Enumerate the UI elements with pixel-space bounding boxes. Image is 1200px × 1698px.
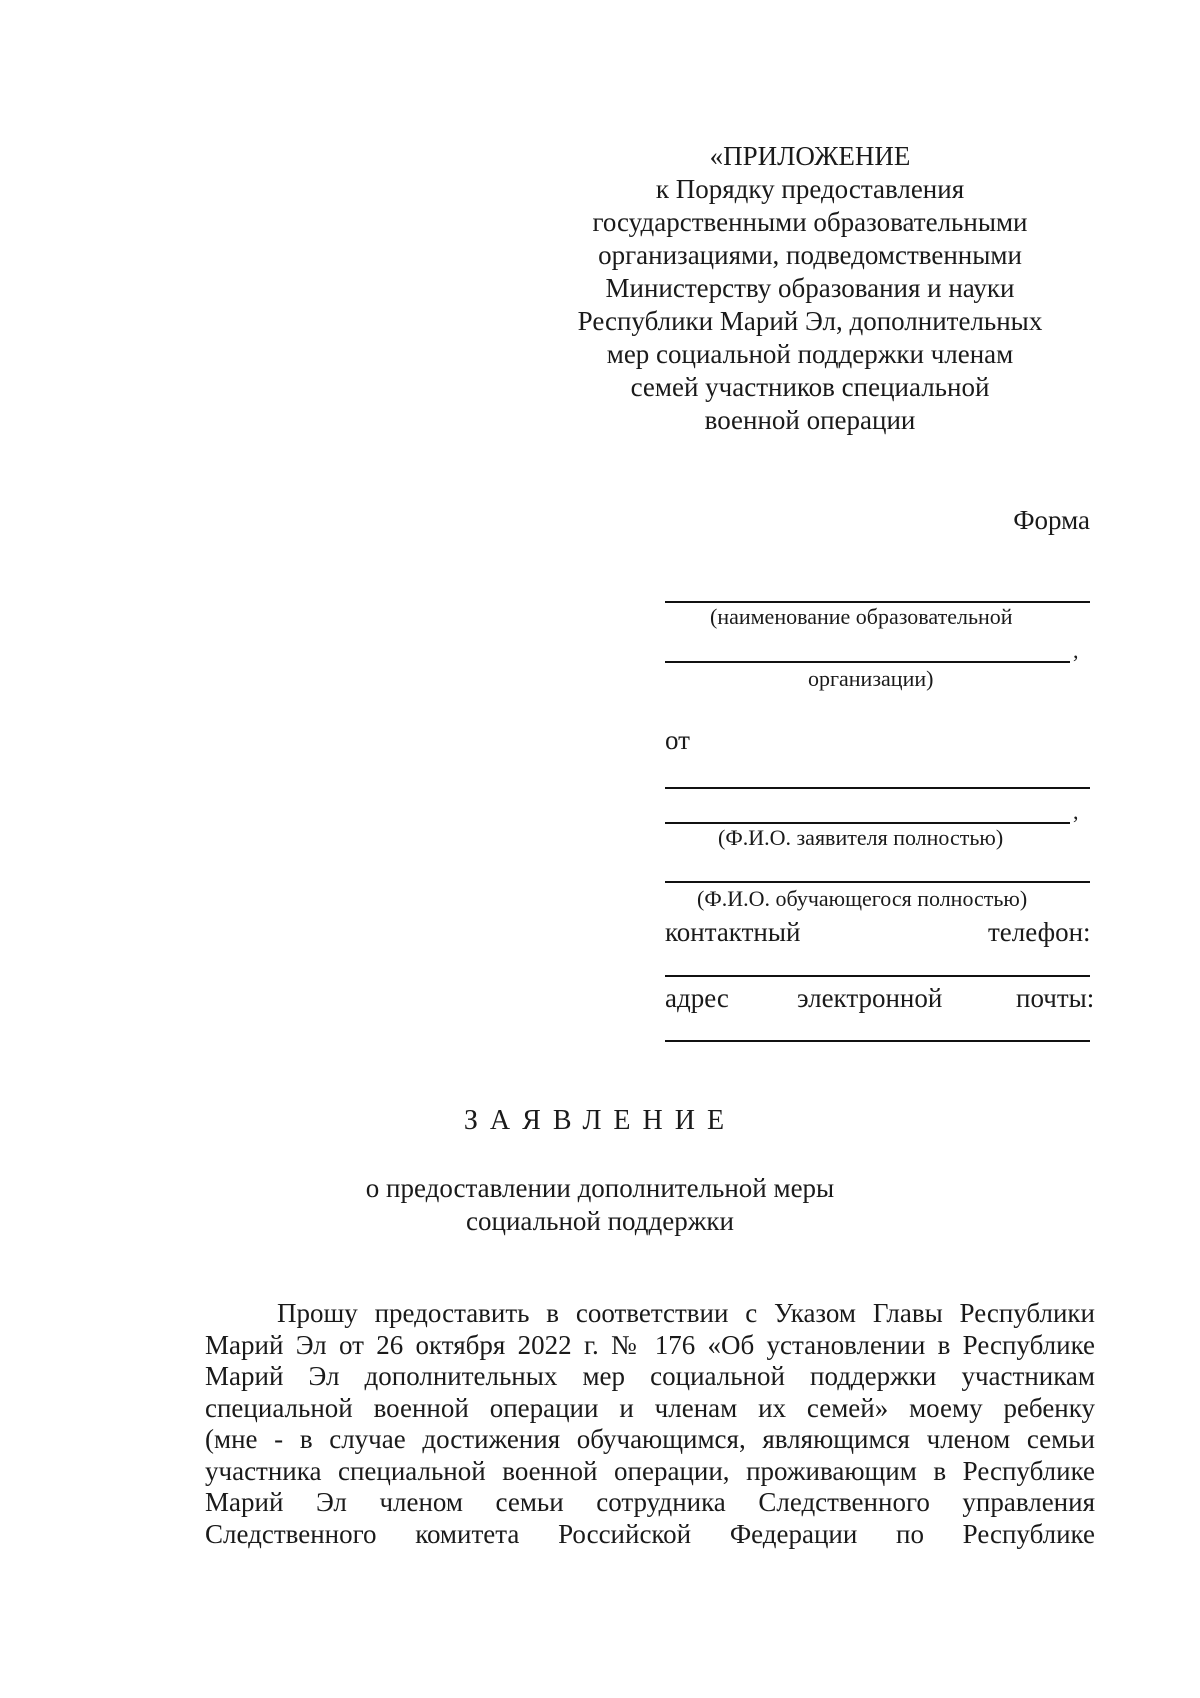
appendix-line: мер социальной поддержки членам (606, 339, 1014, 369)
org-name-comma: , (1073, 638, 1079, 663)
student-caption: (Ф.И.О. обучающегося полностью) (697, 886, 1028, 911)
phone-label-2: телефон: (988, 917, 1091, 947)
appendix-line: организациями, подведомственными (598, 240, 1022, 270)
appendix-line: «ПРИЛОЖЕНИЕ (709, 141, 911, 171)
body-line: Прошу предоставить в соответствии с Указом Главы Республики (277, 1298, 1095, 1328)
appendix-line: Республики Марий Эл, дополнительных (577, 306, 1043, 336)
email-label-3: почты: (1016, 983, 1095, 1013)
email-line[interactable] (665, 1040, 1090, 1042)
subtitle-line: о предоставлении дополнительной меры (365, 1173, 835, 1203)
phone-label-1: контактный (665, 917, 801, 947)
org-name-caption-2: организации) (808, 666, 934, 691)
body-line: Марий Эл от 26 октября 2022 г. № 176 «Об установлении в Республике (205, 1329, 1095, 1360)
document-subtitle (0, 1172, 1200, 1238)
appendix-line: государственными образовательными (592, 207, 1028, 237)
org-name-caption-1: (наименование образовательной (710, 604, 1013, 629)
applicant-caption: (Ф.И.О. заявителя полностью) (718, 825, 1004, 850)
org-name-line-2[interactable] (665, 661, 1070, 663)
body-line: Следственного комитета Российской Федерации по Республике (205, 1518, 1095, 1549)
subtitle-line: социальной поддержки (466, 1206, 734, 1236)
email-label-1: адрес (665, 983, 729, 1013)
body-line: специальной военной операции и членам их семей» моему ребенку (205, 1392, 1095, 1423)
appendix-header (560, 140, 1060, 437)
from-label: от (665, 725, 690, 755)
org-name-line-1[interactable] (665, 601, 1090, 603)
email-label-2: электронной (797, 983, 943, 1013)
appendix-line: семей участников специальной (630, 372, 990, 402)
student-name-line[interactable] (665, 881, 1090, 883)
phone-line[interactable] (665, 975, 1090, 977)
appendix-line: военной операции (704, 405, 916, 435)
body-line: участника специальной военной операции, проживающим в Республике (205, 1455, 1095, 1486)
body-line: (мне - в случае достижения обучающимся, являющимся членом семьи (205, 1424, 1095, 1454)
applicant-name-line-1[interactable] (665, 787, 1090, 789)
body-line: Марий Эл членом семьи сотрудника Следственного управления (205, 1487, 1095, 1517)
applicant-name-line-2[interactable] (665, 822, 1070, 824)
body-line: Марий Эл дополнительных мер социальной поддержки участникам (205, 1361, 1095, 1391)
appendix-line: к Порядку предоставления (655, 174, 965, 204)
document-title: ЗАЯВЛЕНИЕ (463, 1105, 737, 1136)
appendix-line: Министерству образования и науки (605, 273, 1015, 303)
body-paragraph (205, 1298, 1095, 1550)
form-label: Форма (1013, 505, 1090, 535)
applicant-name-comma: , (1073, 799, 1079, 824)
